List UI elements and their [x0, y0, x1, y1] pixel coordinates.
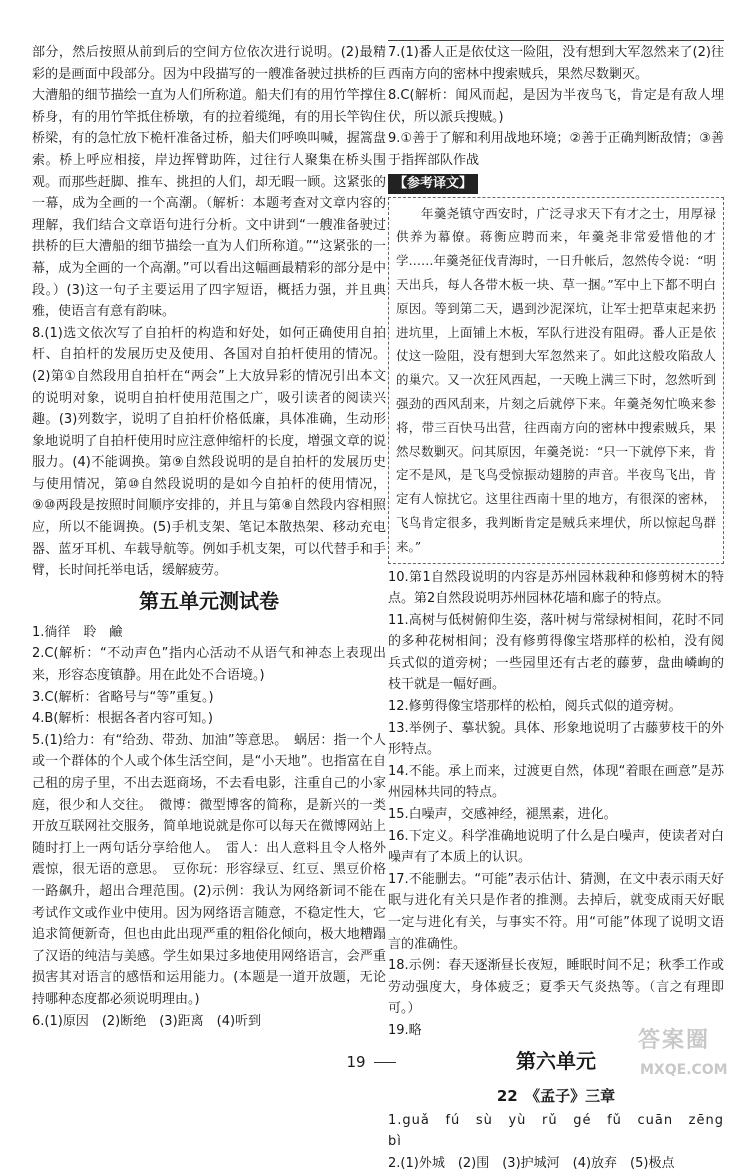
unit6-heading: 第六单元: [516, 1048, 596, 1073]
answer-item: 14.不能。承上而来，过渡更自然，体现“着眼在画意”是苏州园林共同的特点。: [388, 763, 724, 801]
right-column: [388, 42, 739, 1174]
pinyin-line: 1.guǎ fú sù yù rǔ gé fǔ cuān zēng bì: [388, 1112, 739, 1150]
answer-item: 5.(1)给力：有“给劲、带劲、加油”等意思。 蜗居：指一个人或一个群体的个人或个体生活空间，是“小天地”。也指富在自己租的房子里，不出去逛商场，不去看电影，注重自己的小家庭，很少和人交往。 微博：微型博客的简称，是新兴的一类开放互联网社交服务，简单地说就是你可以每天在微博网站上随时打上一两句话分享给他人。 雷人：出人意料且令人格外震惊，很无语的意思。 豆你玩：形容绿豆、红豆、黑豆价格一路飙升，超出合理范围。(2)示例：我认为网络新词不能在考试作文或作业中使用。因为网络语言随意，不稳定性大，它追求简便新奇，但也由此出现严重的粗俗化倾向，极大地糟蹋了汉语的纯洁与美感。学生如果过多地使用网络语言，会严重损害其对语言的感悟和运用能力。(本题是一道开放题，无论持哪种态度都必须说明理由。): [32, 732, 386, 1007]
unit5-heading: 第五单元测试卷: [139, 588, 279, 613]
answer-item: 15.白噪声，交感神经，褪黑素，进化。: [388, 807, 617, 823]
answer-item-8r: 8.C(解析：闻风而起，是因为半夜鸟飞，肯定是有敌人埋伏，所以派兵搜贼。): [388, 88, 724, 125]
answer-item: 11.高树与低树俯仰生姿，落叶树与常绿树相间，花时不同的多种花树相间；没有修剪得像宝塔那样的松柏，没有阅兵式似的道旁树；一些园里还有古老的藤萝，盘曲嶙峋的枝干就是一幅好画。: [388, 612, 724, 693]
answer-item: 6.(1)原因 (2)断绝 (3)距离 (4)听到: [32, 1013, 262, 1029]
watermark-logo: [634, 1030, 738, 1080]
answer-continuation: 部分，然后按照从前到后的空间方位依次进行说明。(2)最精彩的是画面中段部分。因为中段描写的一艘准备驶过拱桥的巨大漕船的细节描绘一直为人们所称道。船夫们有的用竹竿撑住桥身，有的用竹竿抵住桥墩，有的拉着缆绳，有的用长竿钩住桥梁，有的急忙放下桅杆准备过桥，船夫们呼唤叫喊，握篙盘索。桥上呼应相接，岸边挥臂助阵，过往行人聚集在桥头围观。而那些赶脚、推车、挑担的人们，却无暇一顾。这紧张的一幕，成为全画的一个高潮。（解析：本题考查对文章内容的理解，我们结合文章语句进行分析。文中讲到“一艘准备驶过拱桥的巨大漕船的细节描绘一直为人们所称道。”“这紧张的一幕，成为全画的一个高潮。”可以看出这幅画最精彩的部分是中段。）(3)这一句子主要运用了四字短语，概括力强，并且典雅，使语言有意有韵味。: [32, 45, 386, 320]
answer-item: 13.举例子、摹状貌。具体、形象地说明了古藤萝枝干的外形特点。: [388, 720, 724, 758]
answer-item: 1.徜徉 聆 鹼: [32, 624, 123, 640]
footer-dash: [374, 1062, 396, 1063]
translation-paragraph: 年羹尧镇守西安时，广泛寻求天下有才之士，用厚禄供养为幕僚。蒋衡应聘而来，年羹尧非常爱惜他的才学……年羹尧征伐青海时，一日升帐后，忽然传令说：“明天出兵，每人各带木板一块、草一捆。”军中上下都不明白原因。等到第二天，遇到沙泥深坑，让军士把草束起来扔进坑里，上面铺上木板，军队行进没有阻碍。番人正是依仗这一险阻，没有想到大军忽然来了。如此这般攻陷敌人的巢穴。又一次狂风西起，一天晚上满三下时，忽然听到强劲的西风刮来，片刻之后就停下来。年羹尧匆忙唤来参将，带三百快马出营，往西南方向的密林中搜索贼兵，果然尽数剿灭。问其原因，年羹尧说：“只一下就停下来，肯定不是风，是飞鸟受惊振动翅膀的声音。半夜鸟飞出，肯定有人惊扰它。这里往西南十里的地方，有很深的密林，飞鸟肯定很多，我判断肯定是贼兵来埋伏，所以惊起鸟群来。”: [396, 205, 716, 554]
answer-item: 2.C(解析：“不动声色”指内心活动不从语气和神态上表现出来，形容态度镇静。用在此处不合语境。): [32, 646, 386, 684]
answer-item: 12.修剪得像宝塔那样的松柏，阅兵式似的道旁树。: [388, 699, 682, 715]
answer-item: 4.B(解析：根据各者内容可知。): [32, 711, 213, 727]
top-rule: [388, 40, 724, 41]
answer-item-8: 8.(1)选文依次写了自拍杆的构造和好处，如何正确使用自拍杆、自拍杆的发展历史及使用、各国对自拍杆使用的情况。(2)第①自然段用自拍杆在“两会”上大放异彩的情况引出本文的说明对象，说明自拍杆使用范围之广，吸引读者的阅读兴趣。(3)列数字，说明了自拍杆价格低廉，具体准确，生动形象地说明了自拍杆使用时应注意伸缩杆的长度，增强文章的说服力。(4)不能调换。第⑨自然段说明的是自拍杆的发展历史与使用情况，第⑩自然段说明的是如今自拍杆的使用情况，⑨⑩两段是按照时间顺序安排的，并且与第⑧自然段内容相照应，所以不能调换。(5)手机支架、笔记本散热架、移动充电器、蓝牙耳机、车载导航等。例如手机支架，可以代替手和手臂，长时间托举电话，缓解疲劳。: [32, 325, 386, 579]
answer-item-9: 9.①善于了解和利用战地环境；②善于正确判断敌情；③善于指挥部队作战: [388, 131, 724, 168]
lesson-title: 22 《孟子》三章: [496, 1086, 616, 1105]
translation-box: [388, 197, 724, 564]
answer-item: 17.不能删去。“可能”表示估计、猜测，在文中表示雨天好眠与进化有关只是作者的推测。去掉后，就变成雨天好眠一定与进化有关，与事实不符。用“可能”体现了说明文语言的准确性。: [388, 871, 724, 952]
answer-item: 10.第1自然段说明的内容是苏州园林栽种和修剪树木的特点。第2自然段说明苏州园林花墙和廊子的特点。: [388, 569, 724, 607]
answer-item-7: 7.(1)番人正是依仗这一险阻，没有想到大军忽然来了(2)往西南方向的密林中搜索贼兵，果然尽数剿灭。: [388, 45, 724, 82]
answer-item: 16.下定义。科学准确地说明了什么是白噪声，使读者对白噪声有了本质上的认识。: [388, 828, 724, 866]
page-number: 19: [346, 1053, 366, 1071]
answer-item: 18.示例：春天逐渐昼长夜短，睡眠时间不足；秋季工作或劳动强度大，身体疲乏；夏季天气炎热等。（言之有理即可。）: [388, 958, 724, 1017]
watermark-url: MXQE.COM: [640, 1062, 728, 1078]
answer-item: 3.C(解析：省略号与“等”重复。): [32, 689, 214, 705]
answer-item: 2.(1)外城 (2)围 (3)护城河 (4)放弃 (5)极点: [388, 1155, 675, 1171]
answer-item: 19.略: [388, 1022, 422, 1038]
translation-title: 【参考译文】: [388, 174, 478, 194]
left-column: [32, 42, 386, 1032]
watermark-text: 答案圈: [638, 1028, 711, 1053]
